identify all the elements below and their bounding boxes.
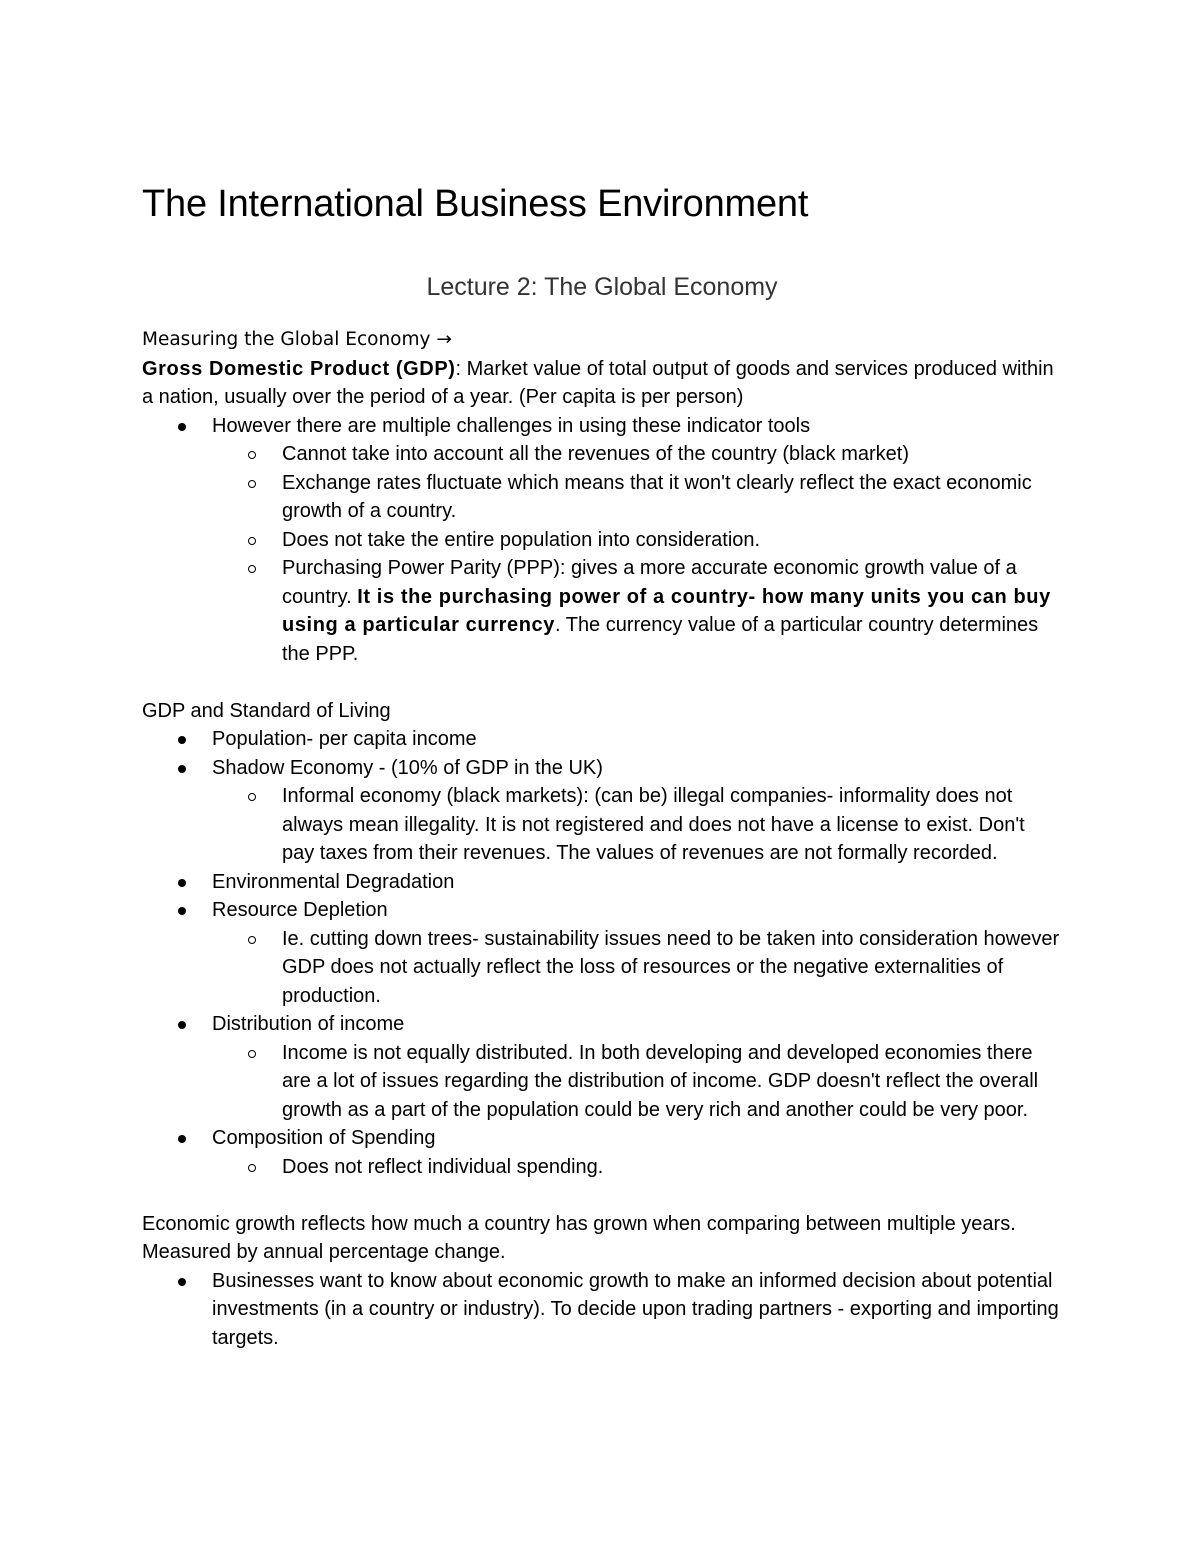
sub-list [212, 1153, 1062, 1182]
sub-list-item-text: Exchange rates fluctuate which means that it won't clearly reflect the exact economic growth of a country. [282, 471, 1032, 522]
sub-list-item [212, 469, 1062, 526]
sub-list [212, 782, 1062, 868]
list-item [142, 896, 1062, 1010]
bullet-disc-icon [178, 879, 186, 887]
bullet-disc-icon [178, 1021, 186, 1029]
list-item-text: Composition of Spending [212, 1127, 436, 1149]
sub-list-item [212, 440, 1062, 469]
sub-list-item-text: Ie. cutting down trees- sustainability issues need to be taken into consideration however GDP does not actually reflect the loss of resources or the negative externalities of production. [282, 927, 1060, 1007]
economic-growth-list [142, 1267, 1062, 1353]
bullet-circle-icon [248, 793, 256, 801]
spacer [142, 1181, 1062, 1210]
bullet-disc-icon [178, 736, 186, 744]
lecture-subtitle: Lecture 2: The Global Economy [426, 273, 778, 301]
list-item-text: Resource Depletion [212, 899, 388, 921]
sub-list-item [212, 526, 1062, 555]
sub-list-item-text: Does not reflect individual spending. [282, 1155, 604, 1178]
sub-list-item-text: Does not take the entire population into consideration. [282, 528, 761, 551]
economic-growth-paragraph: Economic growth reflects how much a country has grown when comparing between multiple years. Measured by annual percentage change. [142, 1212, 1016, 1263]
list-item-text: Environmental Degradation [212, 870, 455, 893]
list-item [142, 868, 1062, 897]
ppp-bold-text: It is the purchasing power of a country- how many units you can buy using a particular currency [282, 585, 1051, 636]
list-item [142, 1010, 1062, 1124]
sub-list-item [212, 1153, 1062, 1182]
gdp-term: Gross Domestic Product (GDP) [142, 357, 456, 380]
list-item [142, 1124, 1062, 1181]
bullet-disc-icon [178, 423, 186, 431]
sub-list-item [212, 554, 1062, 668]
section-heading-standard-of-living: GDP and Standard of Living [142, 699, 391, 722]
bullet-circle-icon [248, 1164, 256, 1172]
sub-list [212, 925, 1062, 1011]
list-item-text: Businesses want to know about economic growth to make an informed decision about potential investments (in a country or industry). To decide upon trading partners - exporting and importing targets. [212, 1269, 1059, 1349]
sub-list-item-text: Income is not equally distributed. In both developing and developed economies there are a lot of issues regarding the distribution of income. GDP doesn't reflect the overall growth as a part of the population could be very rich and another could be very poor. [282, 1041, 1039, 1121]
list-item [142, 412, 1062, 669]
sub-list-item-text: Cannot take into account all the revenues of the country (black market) [282, 443, 910, 465]
bullet-circle-icon [248, 565, 256, 573]
bullet-disc-icon [178, 1278, 186, 1286]
ppp-text: Purchasing Power Parity (PPP): gives a more accurate economic growth value of a country. [282, 557, 1017, 608]
gdp-definition-text: : Market value of total output of goods and services produced within a nation, usually over the period of a year. (Per capita is per person) [142, 357, 1054, 408]
bullet-circle-icon [248, 537, 256, 545]
bullet-circle-icon [248, 451, 256, 459]
bullet-disc-icon [178, 1135, 186, 1143]
bullet-disc-icon [178, 765, 186, 773]
bullet-circle-icon [248, 480, 256, 488]
list-item [142, 754, 1062, 868]
ppp-text-end: . The currency value of a particular country determines the PPP. [282, 614, 1039, 665]
sub-list-item [212, 925, 1062, 1011]
standard-of-living-list [142, 725, 1062, 1181]
sub-list-item [212, 1039, 1062, 1125]
document-page [142, 178, 1062, 1352]
list-item-text: Population- per capita income [212, 728, 477, 750]
bullet-disc-icon [178, 907, 186, 915]
list-item-text: Distribution of income [212, 1013, 405, 1035]
list-item-text: Shadow Economy - (10% of GDP in the UK) [212, 756, 603, 779]
list-item-text: However there are multiple challenges in using these indicator tools [212, 414, 811, 437]
bullet-circle-icon [248, 936, 256, 944]
sub-list [212, 1039, 1062, 1125]
spacer [142, 668, 1062, 697]
document-title: The International Business Environment [142, 183, 809, 225]
sub-list-item [212, 782, 1062, 868]
gdp-definition [142, 355, 1062, 412]
bullet-circle-icon [248, 1050, 256, 1058]
sub-list [212, 440, 1062, 668]
list-item [142, 725, 1062, 754]
challenges-list [142, 412, 1062, 669]
list-item [142, 1267, 1062, 1353]
sub-list-item-text: Informal economy (black markets): (can be) illegal companies- informality does not always mean illegality. It is not registered and does not have a license to exist. Don't pay taxes from their revenues. The values of revenues are not formally recorded. [282, 785, 1025, 864]
section-heading-measuring: Measuring the Global Economy → [142, 329, 452, 350]
